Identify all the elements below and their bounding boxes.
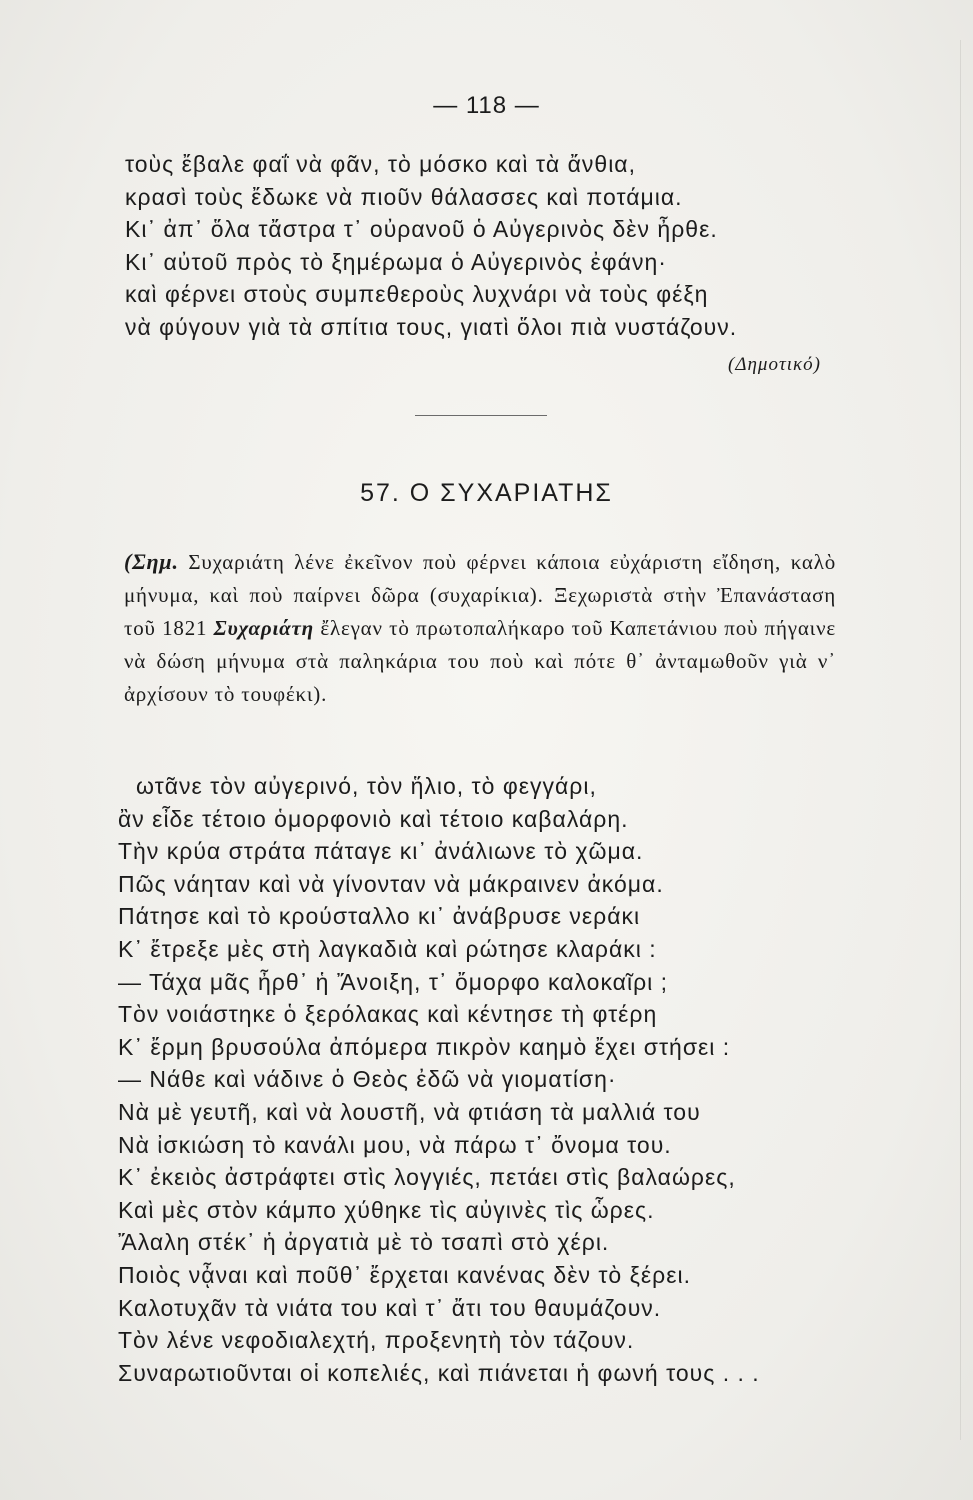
verse-line: Πῶς νάηταν καὶ νὰ γίνονταν νὰ μάκραινεν ἀκόμα.	[118, 870, 664, 897]
verse-line: Κι᾽ ἀπ᾽ ὅλα τἄστρα τ᾽ οὐρανοῦ ὁ Αὐγερινὸς δὲν ἦρθε.	[125, 216, 718, 242]
verse-line: Κ᾽ ἐκειὸς ἀστράφτει στὶς λογγιές, πετάει στὶς βαλαώρες,	[118, 1164, 736, 1191]
editor-note	[124, 545, 836, 711]
verse-line: — Νάθε καὶ νάδινε ὁ Θεὸς ἐδῶ νὰ γιοματίση·	[118, 1066, 617, 1093]
verse-line: Τὸν λένε νεφοδιαλεχτή, προξενητὴ τὸν τάζουν.	[118, 1327, 635, 1354]
note-emphasis: Συχαριάτη	[213, 616, 314, 640]
verse-line: καὶ φέρνει στοὺς συμπεθεροὺς λυχνάρι νὰ τοὺς φέξη	[125, 281, 709, 307]
note-text: ἔλεγαν τὸ πρωτοπαλήκαρο τοῦ Καπετάνιου ποὺ πήγαινε νὰ δώση μήνυμα στὰ παληκάρια του ποὺ καὶ πότε θ᾽ ἀνταμωθοῦν γιὰ ν᾽ ἀρχίσουν τὸ τουφέκι).	[124, 616, 836, 706]
verse-line: Κ᾽ ἔρμη βρυσούλα ἀπόμερα πικρὸν καημὸ ἔχει στήσει :	[118, 1033, 731, 1060]
page-edge	[960, 40, 961, 1440]
verse-line: ἂν εἶδε τέτοιο ὁμορφονιὸ καὶ τέτοιο καβαλάρη.	[118, 805, 629, 832]
verse-line: Κ᾽ ἔτρεξε μὲς στὴ λαγκαδιὰ καὶ ρώτησε κλαράκι :	[118, 935, 657, 962]
verse-line: Ποιὸς νᾆναι καὶ ποῦθ᾽ ἔρχεται κανένας δὲν τὸ ξέρει.	[118, 1261, 692, 1288]
verse-line: Ἄλαλη στέκ᾽ ἡ ἀργατιὰ μὲ τὸ τσαπὶ στὸ χέρι.	[118, 1229, 610, 1256]
verse-line: νὰ φύγουν γιὰ τὰ σπίτια τους, γιατὶ ὅλοι πιὰ νυστάζουν.	[125, 313, 738, 340]
verse-line: Καλοτυχᾶν τὰ νιάτα του καὶ τ᾽ ἄτι του θαυμάζουν.	[118, 1294, 662, 1321]
verse-line: κρασὶ τοὺς ἔδωκε νὰ πιοῦν θάλασσες καὶ ποτάμια.	[125, 183, 683, 210]
attribution: (Δημοτικό)	[728, 354, 821, 375]
verse-line: — Τάχα μᾶς ἦρθ᾽ ἡ Ἄνοιξη, τ᾽ ὄμορφο καλοκαῖρι ;	[118, 968, 669, 995]
verse-line: Τὸν νοιάστηκε ὁ ξερόλακας καὶ κέντησε τὴ φτέρη	[118, 1001, 658, 1028]
verse-line: τοὺς ἔβαλε φαΐ νὰ φᾶν, τὸ μόσκο καὶ τὰ ἄνθια,	[125, 151, 636, 177]
verse-line: Νὰ ἰσκιώση τὸ κανάλι μου, νὰ πάρω τ᾽ ὄνομα του.	[118, 1131, 672, 1158]
verse-line: Καὶ μὲς στὸν κάμπο χύθηκε τὶς αὐγινὲς τὶς ὧρες.	[118, 1196, 655, 1223]
note-text: Συχαριάτη λένε ἐκεῖνον ποὺ φέρνει κάποια εὐχάριστη εἴδηση, καλὸ μήνυμα, καὶ ποὺ παίρνει δῶρα (συχαρίκια). Ξεχωριστὰ στὴν Ἐπανάσταση τοῦ 1821	[124, 550, 836, 640]
verse-line: Νὰ μὲ γευτῆ, καὶ νὰ λουστῆ, νὰ φτιάση τὰ μαλλιά του	[118, 1098, 701, 1125]
section-title: 57. Ο ΣΥΧΑΡΙΑΤΗΣ	[360, 479, 613, 507]
verse-line: Κι᾽ αὐτοῦ πρὸς τὸ ξημέρωμα ὁ Αὐγερινὸς ἐφάνη·	[125, 248, 667, 275]
verse-line: Πάτησε καὶ τὸ κρούσταλλο κι᾽ ἀνάβρυσε νεράκι	[118, 903, 641, 930]
poem-verse-main	[118, 770, 838, 1389]
section-divider	[415, 415, 547, 416]
poem-verse-top	[125, 148, 845, 343]
page-number: — 118 —	[433, 92, 540, 119]
note-label: (Σημ.	[124, 549, 179, 574]
verse-line: Συναρωτιοῦνται οἱ κοπελιές, καὶ πιάνεται ἡ φωνή τους . . .	[118, 1359, 760, 1386]
verse-line: ωτᾶνε τὸν αὐγερινό, τὸν ἥλιο, τὸ φεγγάρι,	[136, 773, 597, 799]
verse-line: Τὴν κρύα στράτα πάταγε κι᾽ ἀνάλιωνε τὸ χῶμα.	[118, 838, 644, 865]
